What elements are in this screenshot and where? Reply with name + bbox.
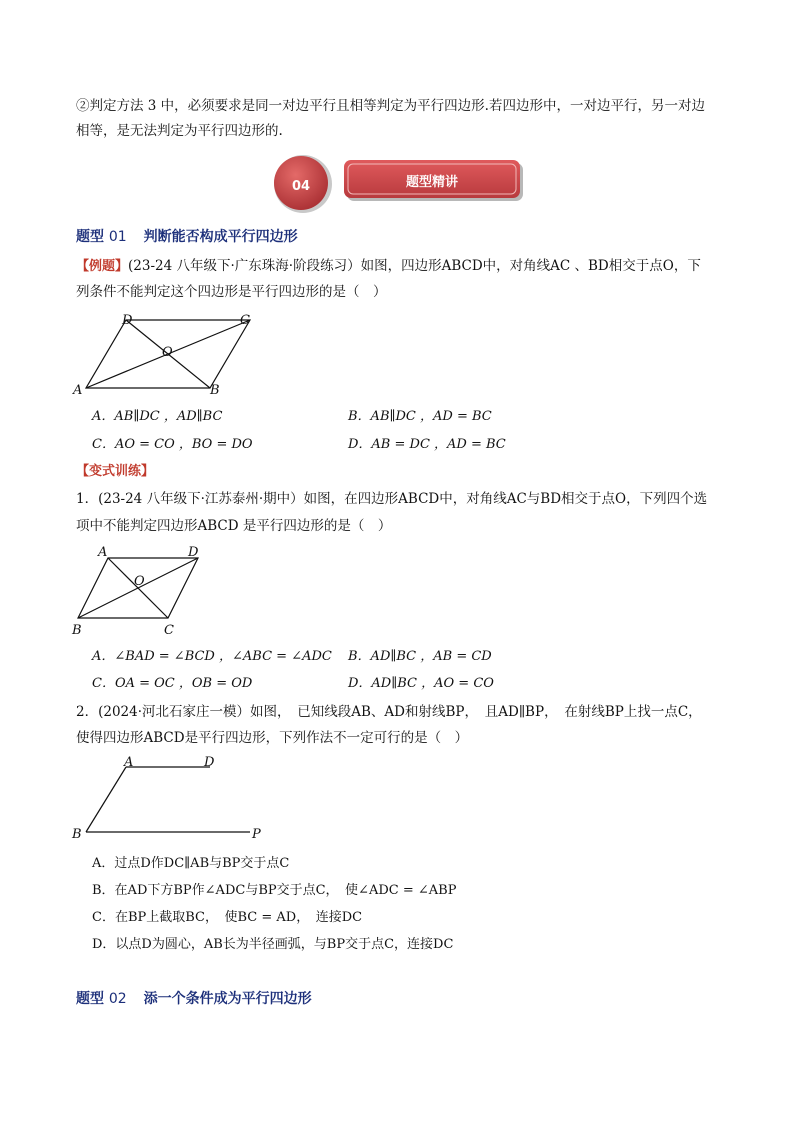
segment-ab — [86, 767, 126, 832]
section-label: 题型 — [76, 229, 104, 245]
example-option-b: B．AB∥DC ，AD = BC — [348, 409, 492, 424]
example-figure — [70, 310, 290, 400]
intro-line-2: 相等，是无法判定为平行四边形的. — [76, 123, 283, 139]
example-option-d: D．AB = DC ，AD = BC — [348, 437, 506, 452]
example-line-1 — [76, 256, 701, 277]
label-a: A — [124, 755, 134, 770]
label-d: D — [122, 313, 133, 328]
q2-line-2: 使得四边形ABCD是平行四边形，下列作法不一定可行的是（ ） — [76, 730, 469, 746]
q1-option-c: C．OA = OC ，OB = OD — [92, 676, 253, 691]
label-d: D — [204, 755, 215, 770]
q1-figure — [68, 544, 218, 636]
section-banner — [270, 155, 525, 215]
q2-option-a: A．过点D作DC∥AB与BP交于点C — [92, 856, 290, 871]
q1-option-d: D．AD∥BC ，AO = CO — [348, 676, 494, 691]
label-b: B — [72, 623, 82, 636]
label-a: A — [98, 545, 108, 560]
banner-number: 04 — [291, 179, 311, 194]
q1-option-b: B．AD∥BC ，AB = CD — [348, 649, 492, 664]
q2-line-1: 2．(2024·河北石家庄一模）如图， 已知线段AB、AD和射线BP， 且AD∥BP， 在射线BP上找一点C， — [76, 704, 702, 720]
section-title: 判断能否构成平行四边形 — [143, 229, 298, 245]
label-p: P — [252, 827, 261, 842]
practice-tag: 【变式训练】 — [76, 464, 155, 479]
section-number: 02 — [108, 991, 127, 1007]
label-a: A — [73, 383, 83, 398]
example-tag: 【例题】 — [76, 259, 129, 274]
label-c: C — [164, 623, 174, 636]
section-label: 题型 — [76, 991, 104, 1007]
example-option-a: A．AB∥DC ，AD∥BC — [92, 409, 223, 424]
q2-figure — [68, 754, 278, 844]
q1-option-a: A．∠BAD = ∠BCD ，∠ABC = ∠ADC — [92, 649, 332, 664]
q1-line-1: 1．(23-24 八年级下·江苏泰州·期中）如图，在四边形ABCD中，对角线AC与BD相交于点O，下列四个选 — [76, 491, 708, 507]
label-o: O — [162, 345, 173, 360]
section-number: 01 — [108, 229, 127, 245]
q1-line-2: 项中不能判定四边形ABCD 是平行四边形的是（ ） — [76, 518, 392, 534]
q2-option-c: C．在BP上截取BC， 使BC = AD， 连接DC — [92, 910, 363, 925]
section-heading-1 — [76, 226, 298, 246]
example-option-c: C．AO = CO ，BO = DO — [92, 437, 253, 452]
example-text-1: (23-24 八年级下·广东珠海·阶段练习）如图，四边形ABCD中，对角线AC 、BD相交于点O，下 — [128, 258, 701, 274]
q2-option-d: D．以点D为圆心，AB长为半径画弧，与BP交于点C，连接DC — [92, 937, 454, 952]
section-heading-2 — [76, 988, 312, 1008]
q2-option-b: B．在AD下方BP作∠ADC与BP交于点C， 使∠ADC = ∠ABP — [92, 883, 457, 898]
label-o: O — [134, 574, 145, 589]
label-c: C — [240, 313, 250, 328]
intro-line-1: ②判定方法 3 中，必须要求是同一对边平行且相等判定为平行四边形.若四边形中，一对边平行，另一对边 — [76, 98, 705, 114]
section-title: 添一个条件成为平行四边形 — [143, 991, 312, 1007]
label-b: B — [72, 827, 82, 842]
label-d: D — [188, 545, 199, 560]
banner-title: 题型精讲 — [405, 175, 459, 190]
example-line-2: 列条件不能判定这个四边形是平行四边形的是（ ） — [76, 284, 387, 300]
label-b: B — [210, 383, 220, 398]
